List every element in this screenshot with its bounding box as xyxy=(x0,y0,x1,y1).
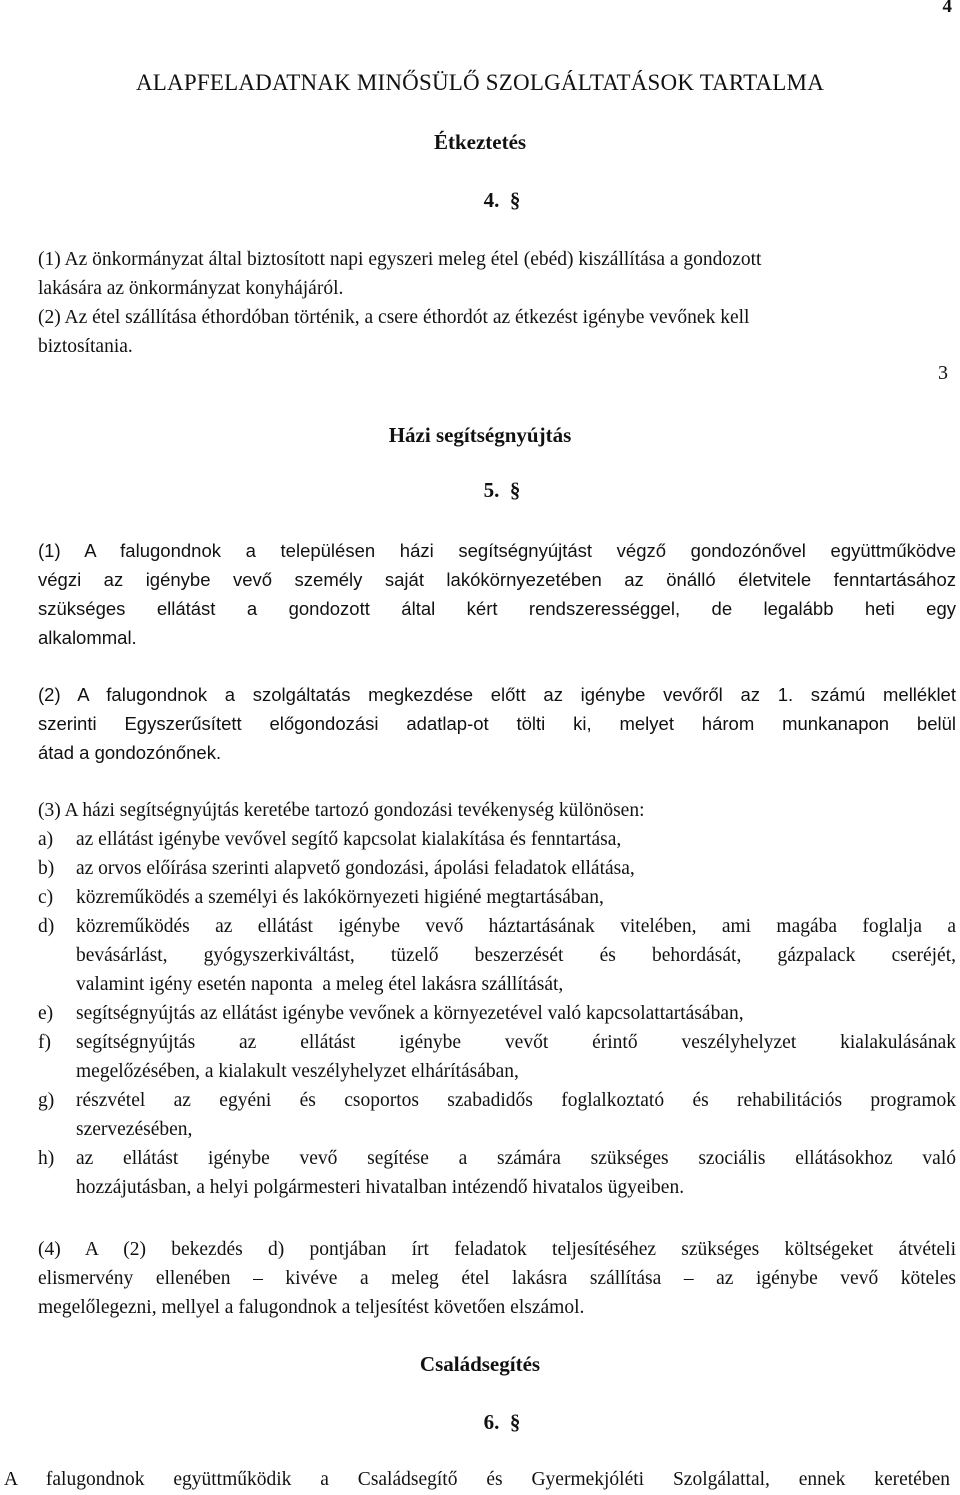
page-number: 4 xyxy=(942,0,952,17)
list-marker: e) xyxy=(38,1003,54,1024)
text-line: segítségnyújtás az ellátást igénybe vevőt érintő veszélyhelyzet kialakulásának xyxy=(76,1032,956,1053)
text-line: az ellátást igénybe vevő segítése a számára szükséges szociális ellátásokhoz való xyxy=(76,1148,956,1169)
text-line: valamint igény esetén naponta a meleg étel lakásra szállítását, xyxy=(76,974,564,995)
section2-paragraph-1 xyxy=(38,536,956,652)
text-line: közreműködés a személyi és lakókörnyezeti higiéné megtartásában, xyxy=(76,887,604,908)
section1-text xyxy=(38,245,956,361)
text-line: segítségnyújtás az ellátást igénybe vevőnek a környezetével való kapcsolattartásában, xyxy=(76,1003,744,1024)
list-marker: a) xyxy=(38,829,54,850)
text-line: közreműködés az ellátást igénybe vevő háztartásának vitelében, ami magába foglalja a xyxy=(76,916,956,937)
text-line: biztosítania. xyxy=(38,336,133,357)
list-item xyxy=(38,825,956,854)
section-heading-csaladsegites: Családsegítés xyxy=(419,1352,541,1376)
service-list xyxy=(38,825,956,1202)
list-item xyxy=(38,912,956,999)
text-line: az ellátást igénybe vevővel segítő kapcsolat kialakítása és fenntartása, xyxy=(76,829,622,850)
text-line: bevásárlást, gyógyszerkiváltást, tüzelő beszerzését és behordását, gázpalack cseréjét, xyxy=(76,945,956,966)
text-line: megelőzésében, a kialakult veszélyhelyzet elhárításában, xyxy=(76,1061,519,1082)
list-marker: h) xyxy=(38,1148,55,1169)
list-marker: b) xyxy=(38,858,55,879)
list-marker: c) xyxy=(38,887,54,908)
text-line: átad a gondozónőnek. xyxy=(38,742,222,763)
text-line: (4) A (2) bekezdés d) pontjában írt feladatok teljesítéséhez szükséges költségeket átvételi xyxy=(38,1239,956,1260)
text-line: szerinti Egyszerűsített előgondozási adatlap-ot tölti ki, melyet három munkanapon belül xyxy=(38,713,956,734)
text-line: (1) A falugondnok a településen házi segítségnyújtást végző gondozónővel együttműködve xyxy=(38,540,956,561)
text-line: A falugondnok együttműködik a Családsegítő és Gyermekjóléti Szolgálattal, ennek keretében xyxy=(4,1469,950,1490)
paragraph-number-5: 5. § xyxy=(483,478,521,502)
list-marker: g) xyxy=(38,1090,55,1111)
text-line: az orvos előírása szerinti alapvető gondozási, ápolási feladatok ellátása, xyxy=(76,858,635,879)
section-heading-hazi-segitsegnyujtas: Házi segítségnyújtás xyxy=(388,423,572,447)
list-item xyxy=(38,1028,956,1086)
list-item xyxy=(38,1144,956,1202)
list-item xyxy=(38,1086,956,1144)
text-line: lakására az önkormányzat konyhájáról. xyxy=(38,278,344,299)
text-line: (2) A falugondnok a szolgáltatás megkezdése előtt az igénybe vevőről az 1. számú melléklet xyxy=(38,684,956,705)
text-line: megelőlegezni, mellyel a falugondnok a teljesítést követően elszámol. xyxy=(38,1297,585,1318)
paragraph-number-4: 4. § xyxy=(483,188,521,212)
list-marker: d) xyxy=(38,916,55,937)
text-line: végzi az igénybe vevő személy saját lakókörnyezetében az önálló életvitele fenntartásához xyxy=(38,569,956,590)
list-item xyxy=(38,999,956,1028)
list-marker: f) xyxy=(38,1032,51,1053)
text-line: hozzájutásban, a helyi polgármesteri hivatalban intézendő hivatalos ügyeiben. xyxy=(76,1177,685,1198)
section-heading-etkeztetes: Étkeztetés xyxy=(433,130,527,154)
list-item xyxy=(38,883,956,912)
text-line: részvétel az egyéni és csoportos szabadidős foglalkoztató és rehabilitációs programok xyxy=(76,1090,956,1111)
section2-paragraph-2 xyxy=(38,680,956,767)
main-title: ALAPFELADATNAK MINŐSÜLŐ SZOLGÁLTATÁSOK TARTALMA xyxy=(135,70,825,95)
text-line: (1) Az önkormányzat által biztosított napi egyszeri meleg étel (ebéd) kiszállítása a gondozott xyxy=(38,249,762,270)
text-line: szükséges ellátást a gondozott által kért rendszerességgel, de legalább heti egy xyxy=(38,598,956,619)
section2-paragraph-4 xyxy=(38,1235,956,1322)
text-line: szervezésében, xyxy=(76,1119,193,1140)
paragraph-number-6: 6. § xyxy=(483,1410,521,1434)
text-line: (2) Az étel szállítása éthordóban történik, a csere éthordót az étkezést igénybe vevőnek kell xyxy=(38,307,750,328)
text-line: elismervény ellenében – kivéve a meleg étel lakásra szállítása – az igénybe vevő köteles xyxy=(38,1268,956,1289)
text-line: (3) A házi segítségnyújtás keretébe tartozó gondozási tevékenység különösen: xyxy=(38,800,645,821)
section3-text xyxy=(4,1465,950,1494)
margin-number: 3 xyxy=(938,362,948,384)
list-item xyxy=(38,854,956,883)
section2-paragraph-3-intro xyxy=(38,796,956,825)
text-line: alkalommal. xyxy=(38,627,137,648)
